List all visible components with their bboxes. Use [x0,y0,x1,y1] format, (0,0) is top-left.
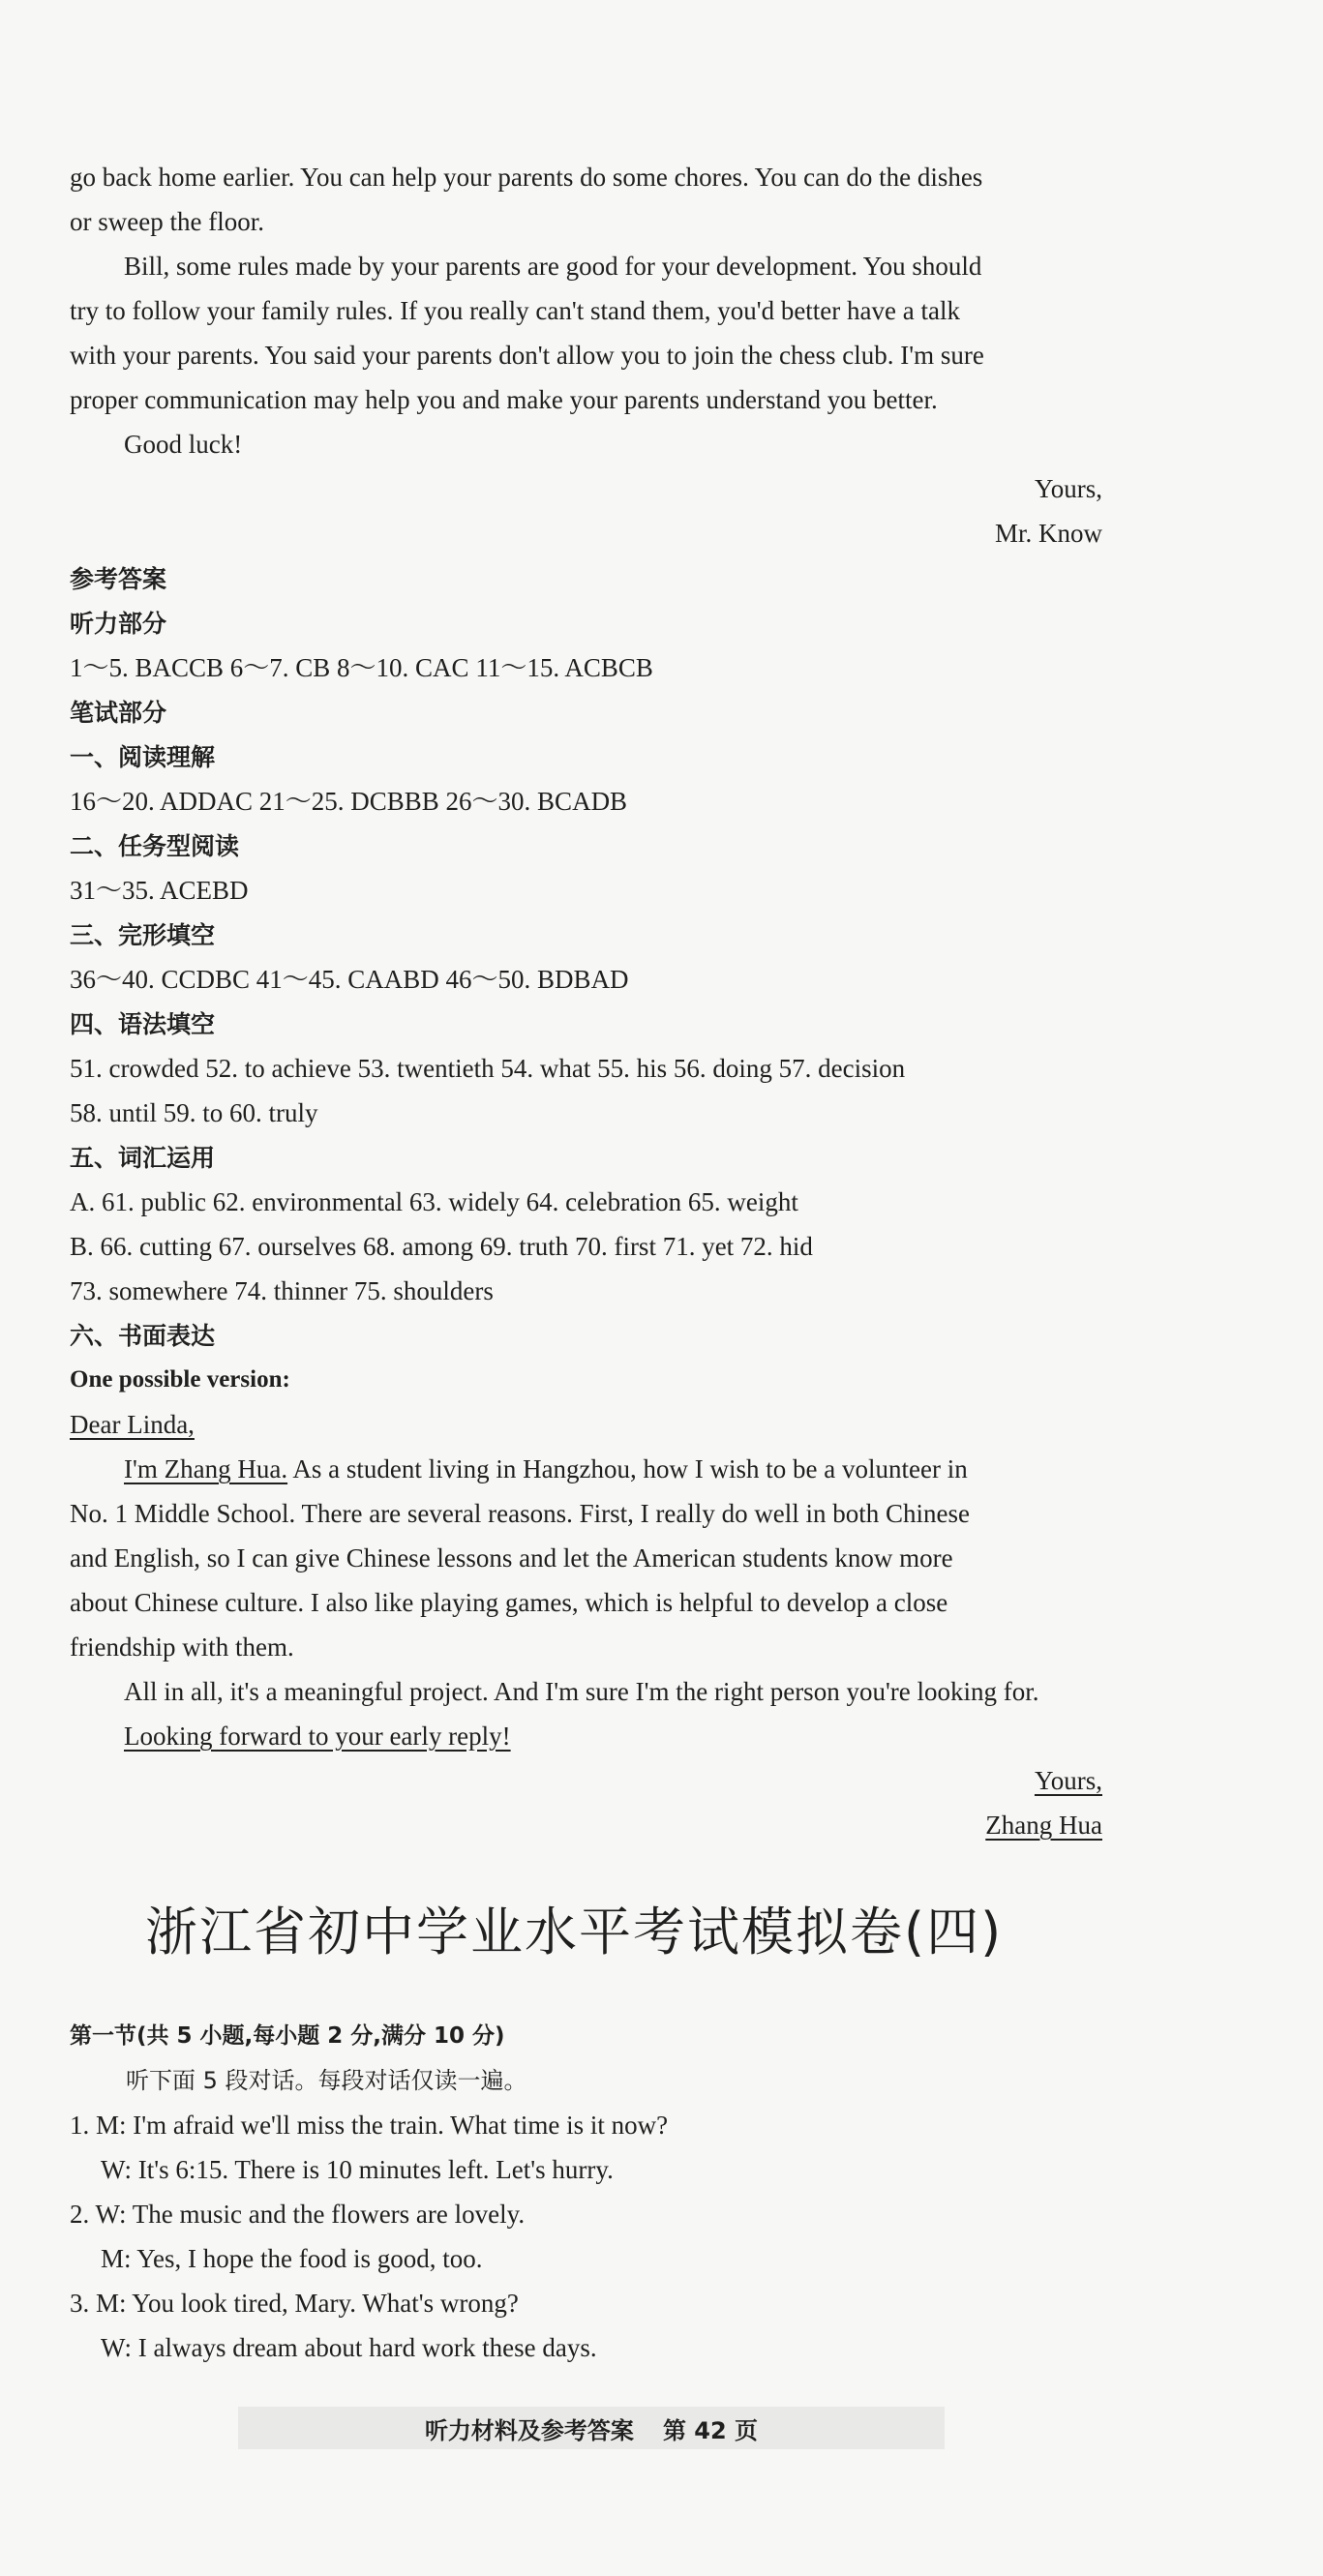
dialogue-line: 1. M: I'm afraid we'll miss the train. What time is it now? [70,2111,669,2140]
page-footer [238,2407,945,2449]
grammar-answers: 58. until 59. to 60. truly [70,1098,318,1127]
cloze-heading: 三、完形填空 [70,921,216,949]
essay-intro: I'm Zhang Hua. [124,1454,288,1483]
exam-title: 浙江省初中学业水平考试模拟卷(四) [145,1902,1004,1962]
letter-line: or sweep the floor. [70,207,264,236]
letter-line: try to follow your family rules. If you really can't stand them, you'd better have a talk [70,296,960,325]
essay-line: about Chinese culture. I also like playing games, which is helpful to develop a close [70,1588,948,1617]
cloze-answers: 36～40. CCDBC 41～45. CAABD 46～50. BDBAD [70,965,629,994]
essay-signature: Zhang Hua [985,1811,1102,1840]
letter-line: with your parents. You said your parents don't allow you to join the chess club. I'm sure [70,341,984,370]
task-reading-heading: 二、任务型阅读 [70,832,240,860]
reading-answers: 16～20. ADDAC 21～25. DCBBB 26～30. BCADB [70,787,628,816]
letter-closing: Yours, [1034,474,1102,503]
grammar-heading: 四、语法填空 [70,1010,216,1038]
dialogue-line: W: I always dream about hard work these days. [101,2333,597,2362]
dialogue-line: 3. M: You look tired, Mary. What's wrong? [70,2289,519,2318]
section-heading: 第一节(共 5 小题,每小题 2 分,满分 10 分) [70,2023,505,2049]
essay-line-rest: As a student living in Hangzhou, how I wish to be a volunteer in [287,1454,968,1483]
essay-greeting: Dear Linda, [70,1410,195,1439]
essay-line [124,1453,968,1485]
task-reading-answers: 31～35. ACEBD [70,876,249,905]
vocab-heading: 五、词汇运用 [70,1144,216,1172]
grammar-answers: 51. crowded 52. to achieve 53. twentieth 54. what 55. his 56. doing 57. decision [70,1054,906,1083]
essay-yours: Yours, [1034,1766,1102,1795]
essay-closing-line: Looking forward to your early reply! [124,1722,511,1751]
reading-heading: 一、阅读理解 [70,743,216,771]
essay-line: and English, so I can give Chinese lessons and let the American students know more [70,1543,953,1573]
written-heading: 笔试部分 [70,699,167,727]
essay-line: No. 1 Middle School. There are several reasons. First, I really do well in both Chinese [70,1499,971,1528]
letter-line: Good luck! [124,430,243,459]
vocab-answers: 73. somewhere 74. thinner 75. shoulders [70,1276,494,1305]
page-number: 第 42 页 [662,2416,759,2444]
dialogue-line: 2. W: The music and the flowers are lovely. [70,2200,526,2229]
answers-heading: 参考答案 [70,565,167,593]
footer-label: 听力材料及参考答案 [424,2416,634,2444]
essay-line: friendship with them. [70,1632,294,1662]
vocab-answers: A. 61. public 62. environmental 63. widely 64. celebration 65. weight [70,1187,798,1216]
dialogue-line: M: Yes, I hope the food is good, too. [101,2244,483,2273]
writing-heading: 六、书面表达 [70,1322,216,1350]
letter-line: go back home earlier. You can help your parents do some chores. You can do the dishes [70,163,983,192]
dialogue-line: W: It's 6:15. There is 10 minutes left. Let's hurry. [101,2155,614,2184]
essay-label: One possible version: [70,1366,290,1393]
vocab-answers: B. 66. cutting 67. ourselves 68. among 69. truth 70. first 71. yet 72. hid [70,1232,813,1261]
essay-line: All in all, it's a meaningful project. And I'm sure I'm the right person you're looking for. [124,1677,1039,1706]
listening-answers: 1～5. BACCB 6～7. CB 8～10. CAC 11～15. ACBCB [70,653,653,682]
listening-instruction: 听下面 5 段对话。每段对话仅读一遍。 [126,2067,527,2094]
letter-line: proper communication may help you and make your parents understand you better. [70,385,938,414]
letter-line: Bill, some rules made by your parents are good for your development. You should [124,252,982,281]
letter-signature: Mr. Know [994,519,1102,548]
listening-heading: 听力部分 [70,610,167,638]
